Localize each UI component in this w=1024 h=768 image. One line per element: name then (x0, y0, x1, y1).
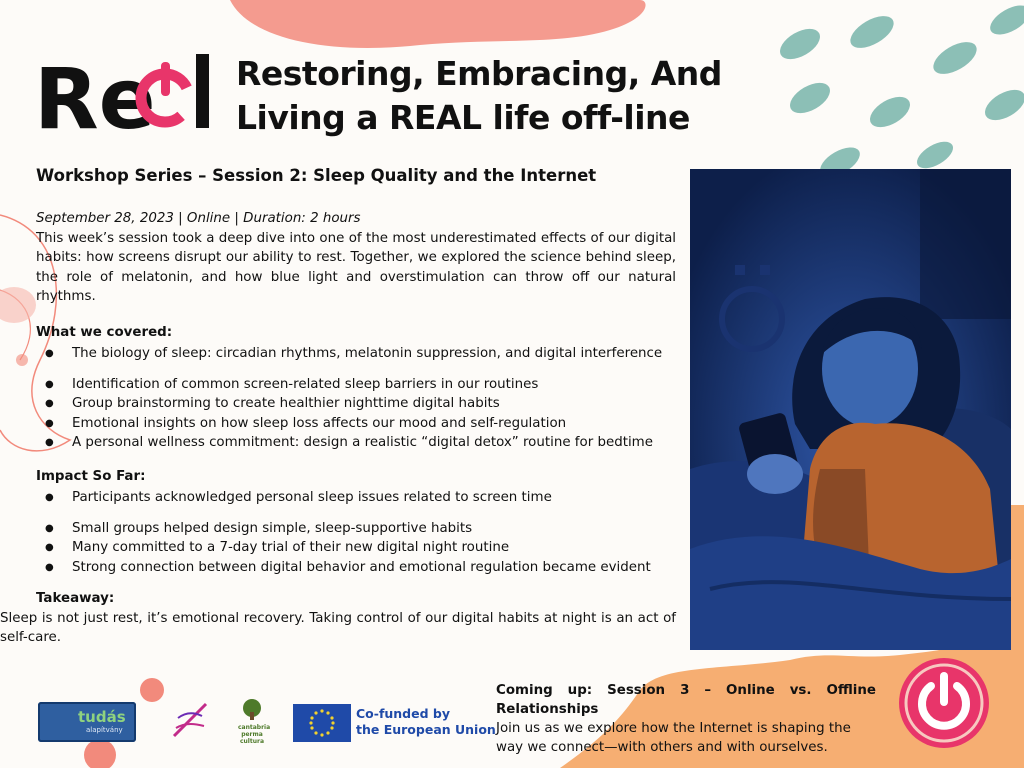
article-body (0, 209, 676, 648)
svg-text:Re: Re (34, 50, 156, 143)
list-item: ● Small groups helped design simple, sleep-supportive habits (36, 519, 676, 539)
impact-heading: Impact So Far: (36, 468, 146, 484)
esta-logo (170, 700, 210, 740)
takeaway-heading: Takeaway: (36, 591, 115, 606)
cantabria-logo (238, 698, 271, 745)
session-meta: September 28, 2023 | Online | Duration: 2 hours (36, 211, 361, 226)
coming-up-text: Join us as we explore how the Internet is shaping the way we connect—with others and with ourselves. (496, 721, 851, 755)
list-item: ● Participants acknowledged personal sleep issues related to screen time (36, 488, 676, 508)
list-item: ● Identification of common screen-related sleep barriers in our routines (36, 375, 676, 395)
impact-list (36, 488, 676, 577)
tagline-line1: Restoring, Embracing, And (236, 54, 722, 93)
coming-up-title: Coming up: Session 3 – Online vs. Offline Relationships (496, 683, 876, 717)
tudas-logo (38, 702, 136, 742)
cantabria-logo-text: cantabria perma cultura (238, 724, 271, 745)
covered-list (36, 344, 676, 453)
session-intro: This week’s session took a deep dive into one of the most underestimated effects of our digital habits: how screens disrupt our ability to rest. Together, we explored the science behind sleep, the role of melatonin, and how blue light and overstimulation can throw off our natural rhythms. (36, 230, 676, 304)
eu-cofunded-label (356, 706, 496, 738)
list-item: ● Emotional insights on how sleep loss affects our mood and self-regulation (36, 414, 676, 434)
takeaway-text: Sleep is not just rest, it’s emotional recovery. Taking control of our digital habits at night is an act of self-care. (0, 610, 676, 645)
tagline-line2: Living a REAL life off-line (236, 98, 690, 137)
tagline (236, 52, 722, 140)
eu-flag-icon (293, 704, 351, 742)
real-logo (34, 48, 214, 143)
list-item: ● Strong connection between digital behavior and emotional regulation became evident (36, 558, 676, 578)
list-item: ● Many committed to a 7-day trial of their new digital night routine (36, 538, 676, 558)
eu-line2: the European Union (356, 722, 496, 737)
eu-line1: Co-funded by (356, 706, 451, 721)
power-icon (897, 656, 991, 750)
list-item: ● The biology of sleep: circadian rhythms, melatonin suppression, and digital interference (36, 344, 676, 364)
coming-up (496, 681, 876, 757)
tudas-logo-subtext: alapítvány (86, 726, 123, 734)
list-item: ● Group brainstorming to create healthier nighttime digital habits (36, 394, 676, 414)
session-title: Workshop Series – Session 2: Sleep Quality and the Internet (36, 166, 597, 185)
covered-heading: What we covered: (36, 324, 173, 340)
list-item: ● A personal wellness commitment: design a realistic “digital detox” routine for bedtime (36, 433, 676, 453)
tudas-logo-text: tudás (78, 708, 126, 726)
night-phone-illustration (690, 169, 1011, 650)
